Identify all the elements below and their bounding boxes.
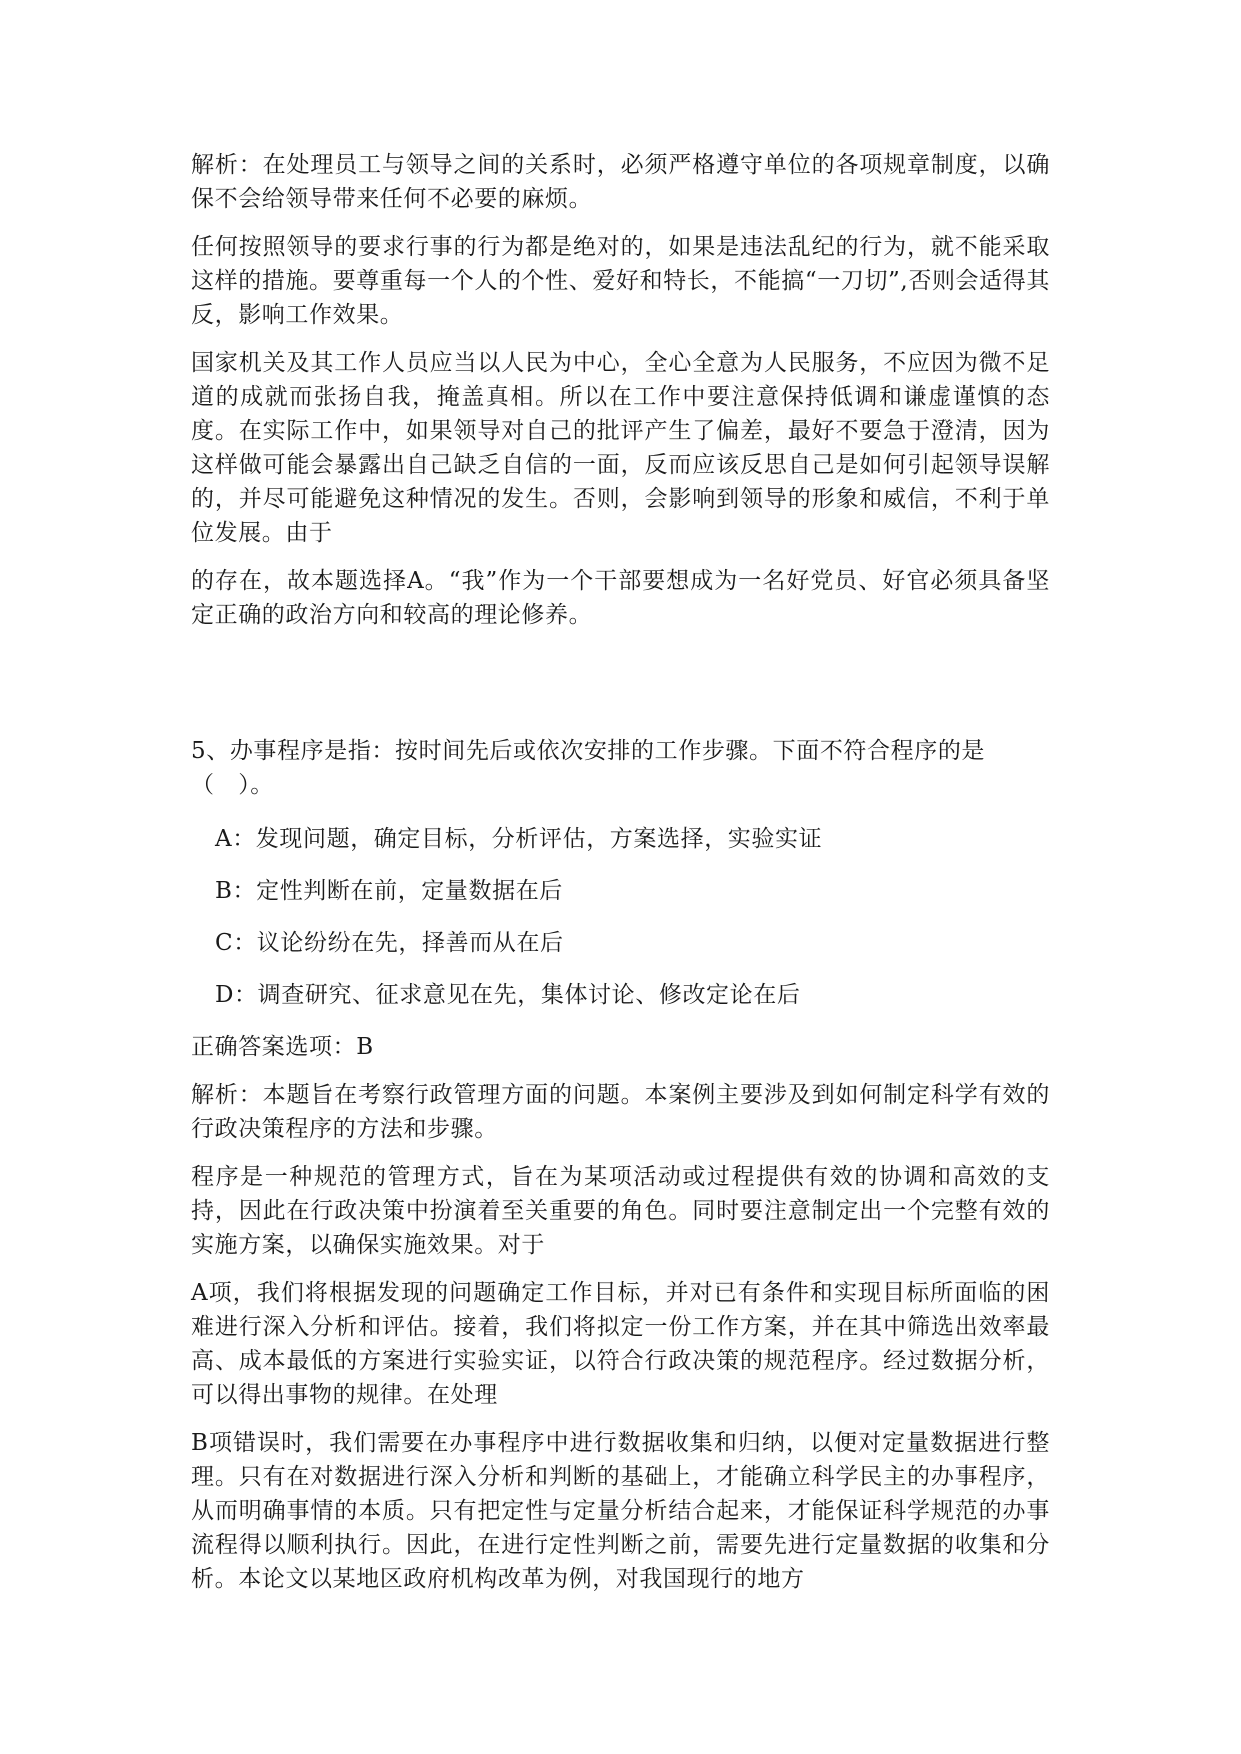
analysis-paragraph: 解析：本题旨在考察行政管理方面的问题。本案例主要涉及到如何制定科学有效的行政决策程序的方法和步骤。 [191, 1082, 1050, 1142]
analysis-paragraph: 程序是一种规范的管理方式，旨在为某项活动或过程提供有效的协调和高效的支持，因此在行政决策中扮演着至关重要的角色。同时要注意制定出一个完整有效的实施方案，以确保实施效果。对于 [191, 1164, 1050, 1258]
question-stem: 5、办事程序是指：按时间先后或依次安排的工作步骤。下面不符合程序的是（ ）。 [191, 738, 986, 798]
section-gap [191, 646, 1050, 734]
option-c: C：议论纷纷在先，择善而从在后 [215, 930, 564, 956]
explanation-paragraph: 任何按照领导的要求行事的行为都是绝对的，如果是违法乱纪的行为，就不能采取这样的措施。要尊重每一个人的个性、爱好和特长，不能搞“一刀切”,否则会适得其反，影响工作效果。 [191, 234, 1050, 328]
explanation-paragraph: 国家机关及其工作人员应当以人民为中心，全心全意为人民服务，不应因为微不足道的成就而张扬自我，掩盖真相。所以在工作中要注意保持低调和谦虚谨慎的态度。在实际工作中，如果领导对自己的批评产生了偏差，最好不要急于澄清，因为这样做可能会暴露出自己缺乏自信的一面，反而应该反思自己是如何引起领导误解的，并尽可能避免这种情况的发生。否则，会影响到领导的形象和威信，不利于单位发展。由于 [191, 350, 1050, 546]
analysis-paragraph: B项错误时，我们需要在办事程序中进行数据收集和归纳，以便对定量数据进行整理。只有在对数据进行深入分析和判断的基础上，才能确立科学民主的办事程序，从而明确事情的本质。只有把定性与定量分析结合起来，才能保证科学规范的办事流程得以顺利执行。因此，在进行定性判断之前，需要先进行定量数据的收集和分析。本论文以某地区政府机构改革为例，对我国现行的地方 [191, 1430, 1050, 1592]
option-b: B：定性判断在前，定量数据在后 [215, 878, 563, 904]
explanation-paragraph: 的存在，故本题选择A。“我”作为一个干部要想成为一名好党员、好官必须具备坚定正确的政治方向和较高的理论修养。 [191, 568, 1050, 628]
option-a: A：发现问题，确定目标，分析评估，方案选择，实验实证 [215, 826, 823, 852]
analysis-paragraph: A项，我们将根据发现的问题确定工作目标，并对已有条件和实现目标所面临的困难进行深入分析和评估。接着，我们将拟定一份工作方案，并在其中筛选出效率最高、成本最低的方案进行实验实证，以符合行政决策的规范程序。经过数据分析，可以得出事物的规律。在处理 [191, 1280, 1050, 1408]
correct-answer: 正确答案选项：B [191, 1034, 374, 1060]
page-content [191, 148, 1050, 1610]
explanation-paragraph: 解析：在处理员工与领导之间的关系时，必须严格遵守单位的各项规章制度，以确保不会给领导带来任何不必要的麻烦。 [191, 152, 1050, 212]
option-d: D：调查研究、征求意见在先，集体讨论、修改定论在后 [215, 982, 801, 1008]
